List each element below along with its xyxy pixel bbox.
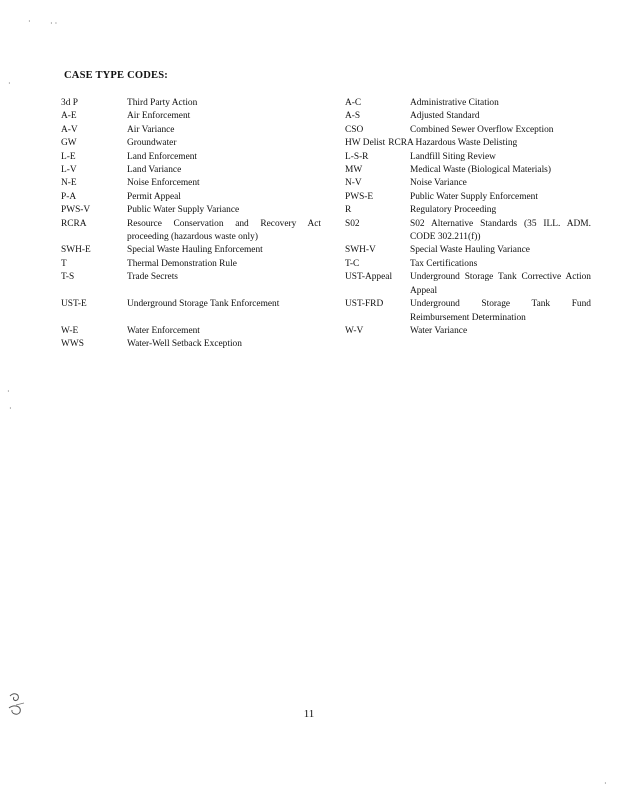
page-number: 11	[303, 708, 315, 720]
case-code: W-V	[345, 325, 364, 336]
code-row	[61, 151, 321, 164]
code-row	[61, 137, 321, 150]
code-row	[61, 218, 321, 245]
case-code: N-E	[61, 178, 77, 189]
code-row	[61, 177, 321, 190]
case-code: S02	[345, 218, 360, 229]
case-code: T-S	[61, 272, 75, 283]
case-code: PWS-E	[345, 191, 374, 202]
code-row	[61, 110, 321, 123]
case-description: Underground Storage Tank Fund Reimbursement Determination	[410, 299, 591, 323]
code-row	[345, 191, 591, 204]
case-code: UST-FRD	[345, 299, 384, 310]
code-row	[61, 271, 321, 284]
code-row	[345, 110, 591, 123]
case-description: RCRA Hazardous Waste Delisting	[388, 138, 518, 149]
case-description: Thermal Demonstration Rule	[127, 258, 237, 269]
case-description: Water Enforcement	[127, 325, 200, 336]
case-description: Permit Appeal	[127, 191, 181, 202]
code-row	[61, 97, 321, 110]
case-description: Groundwater	[127, 138, 177, 149]
code-row	[345, 137, 591, 150]
case-description: Special Waste Hauling Enforcement	[127, 245, 263, 256]
case-description: Combined Sewer Overflow Exception	[410, 124, 554, 135]
case-description: Trade Secrets	[127, 272, 178, 283]
case-code: PWS-V	[61, 205, 91, 216]
case-code: 3d P	[61, 98, 78, 108]
case-description: Public Water Supply Enforcement	[410, 191, 538, 202]
case-type-codes-heading: CASE TYPE CODES:	[64, 70, 168, 81]
case-description: Tax Certifications	[410, 258, 478, 269]
case-description: Underground Storage Tank Enforcement	[127, 299, 280, 310]
case-description: Air Variance	[127, 124, 175, 135]
case-description: S02 Alternative Standards (35 ILL. ADM. CODE 302.211(f))	[410, 218, 591, 243]
case-description: Land Variance	[127, 165, 182, 176]
case-code: GW	[61, 138, 77, 149]
code-row	[345, 97, 591, 110]
row-spacer	[61, 311, 321, 324]
case-code: N-V	[345, 178, 362, 189]
code-row	[345, 151, 591, 164]
case-code: WWS	[61, 339, 84, 350]
case-description: Underground Storage Tank Corrective Action Appeal	[410, 272, 591, 296]
code-row	[345, 258, 591, 271]
case-code: L-E	[61, 151, 76, 162]
code-row	[61, 325, 321, 338]
code-row	[345, 204, 591, 217]
right-code-column	[345, 97, 591, 338]
scan-speck: ·	[9, 404, 12, 413]
code-row	[61, 298, 321, 311]
case-code: T	[61, 258, 67, 269]
left-code-column	[61, 97, 321, 352]
code-row	[345, 124, 591, 137]
case-description: Water Variance	[410, 325, 468, 336]
code-row	[345, 177, 591, 190]
case-description: Water-Well Setback Exception	[127, 339, 242, 350]
scan-speck: ·	[604, 779, 607, 788]
case-code: UST-Appeal	[345, 272, 393, 283]
case-code: UST-E	[61, 299, 87, 310]
case-description: Public Water Supply Variance	[127, 205, 240, 216]
scan-speck: ·	[7, 387, 10, 396]
case-description: Medical Waste (Biological Materials)	[410, 165, 551, 176]
case-description: Adjusted Standard	[410, 111, 480, 122]
code-row	[345, 244, 591, 257]
case-code: MW	[345, 165, 363, 176]
case-code: CSO	[345, 124, 364, 135]
code-row	[345, 271, 591, 298]
code-row	[61, 244, 321, 257]
code-row	[345, 218, 591, 245]
case-code: R	[345, 205, 352, 216]
case-description: Landfill Siting Review	[410, 151, 496, 162]
case-code: L-S-R	[345, 151, 369, 162]
case-code: A-S	[345, 111, 361, 122]
case-description: Special Waste Hauling Variance	[410, 245, 530, 256]
case-code: L-V	[61, 165, 77, 176]
code-row	[61, 124, 321, 137]
case-description: Regulatory Proceeding	[410, 205, 497, 216]
case-code: T-C	[345, 258, 360, 269]
code-row	[61, 191, 321, 204]
case-description: Resource Conservation and Recovery Act proceeding (hazardous waste only)	[127, 218, 321, 243]
case-code: RCRA	[61, 218, 87, 229]
case-code: A-E	[61, 111, 77, 122]
code-row	[61, 258, 321, 271]
scan-speck: ·	[8, 79, 11, 88]
code-row	[61, 204, 321, 217]
case-description: Air Enforcement	[127, 111, 191, 122]
code-row	[61, 164, 321, 177]
case-description: Land Enforcement	[127, 151, 198, 162]
code-row	[345, 164, 591, 177]
case-code: W-E	[61, 325, 79, 336]
code-row	[61, 338, 321, 351]
scan-speck: · ·	[50, 19, 58, 28]
case-code: A-V	[61, 124, 78, 135]
case-code: HW Delist	[345, 138, 386, 149]
case-description: Administrative Citation	[410, 98, 499, 108]
code-row	[345, 325, 591, 338]
case-description: Noise Variance	[410, 178, 467, 189]
code-row	[345, 298, 591, 325]
case-code: A-C	[345, 98, 362, 108]
row-spacer	[61, 285, 321, 298]
case-code: SWH-E	[61, 245, 91, 256]
case-code: P-A	[61, 191, 77, 202]
case-description: Noise Enforcement	[127, 178, 200, 189]
scan-speck: ·	[28, 17, 31, 26]
case-description: Third Party Action	[127, 98, 198, 108]
case-code: SWH-V	[345, 245, 376, 256]
